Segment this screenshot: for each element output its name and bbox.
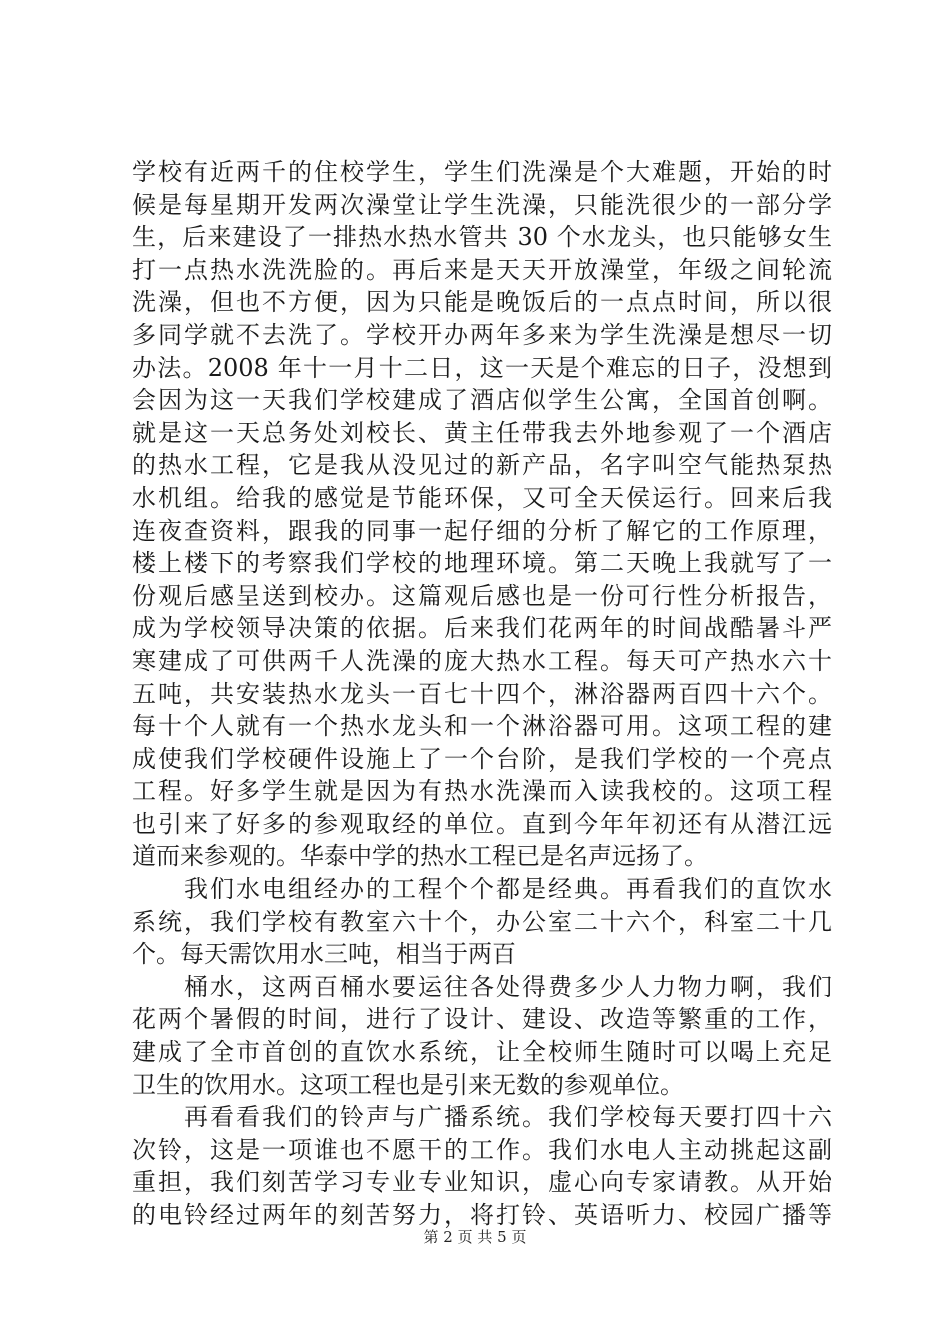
text-line: 桶水，这两百桶水要运往各处得费多少人力物力啊，我们: [132, 972, 832, 1001]
text-line: 多同学就不去洗了。学校开办两年多来为学生洗澡是想尽一切: [132, 320, 832, 349]
text-line: 道而来参观的。华泰中学的热水工程已是名声远扬了。: [132, 842, 708, 871]
text-line: 五吨，共安装热水龙头一百七十四个，淋浴器两百四十六个。: [132, 679, 832, 708]
text-line: 成使我们学校硬件设施上了一个台阶，是我们学校的一个亮点: [132, 744, 832, 773]
page-footer: [0, 1226, 950, 1247]
text-line: 办法。2008 年十一月十二日，这一天是个难忘的日子，没想到: [132, 353, 832, 382]
text-line: 成为学校领导决策的依据。后来我们花两年的时间战酷暑斗严: [132, 614, 832, 643]
text-line: 每十个人就有一个热水龙头和一个淋浴器可用。这项工程的建: [132, 712, 832, 741]
text-line: 连夜查资料，跟我的同事一起仔细的分析了解它的工作原理，: [132, 516, 832, 545]
text-line: 候是每星期开发两次澡堂让学生洗澡，只能洗很少的一部分学: [132, 190, 832, 219]
text-line: 洗澡，但也不方便，因为只能是晚饭后的一点点时间，所以很: [132, 288, 832, 317]
page-number-label: 第 2 页 共 5 页: [423, 1228, 527, 1246]
text-line: 份观后感呈送到校办。这篇观后感也是一份可行性分析报告，: [132, 581, 832, 610]
text-line: 工程。好多学生就是因为有热水洗澡而入读我校的。这项工程: [132, 777, 832, 806]
text-line: 再看看我们的铃声与广播系统。我们学校每天要打四十六: [132, 1103, 832, 1132]
text-line: 个。每天需饮用水三吨，相当于两百: [132, 940, 516, 969]
text-line: 生，后来建设了一排热水热水管共 30 个水龙头，也只能够女生: [132, 223, 832, 252]
text-line: 重担，我们刻苦学习专业专业知识，虚心向专家请教。从开始: [132, 1168, 832, 1197]
text-line: 我们水电组经办的工程个个都是经典。再看我们的直饮水: [132, 875, 832, 904]
text-line: 卫生的饮用水。这项工程也是引来无数的参观单位。: [132, 1070, 684, 1099]
text-line: 建成了全市首创的直饮水系统，让全校师生随时可以喝上充足: [132, 1038, 832, 1067]
text-line: 打一点热水洗洗脸的。再后来是天天开放澡堂，年级之间轮流: [132, 255, 832, 284]
text-line: 学校有近两千的住校学生，学生们洗澡是个大难题，开始的时: [132, 158, 832, 186]
text-line: 次铃，这是一项谁也不愿干的工作。我们水电人主动挑起这副: [132, 1135, 832, 1164]
text-line: 的电铃经过两年的刻苦努力，将打铃、英语听力、校园广播等: [132, 1201, 832, 1229]
text-line: 的热水工程，它是我从没见过的新产品，名字叫空气能热泵热: [132, 451, 832, 480]
text-line: 会因为这一天我们学校建成了酒店似学生公寓，全国首创啊。: [132, 386, 832, 415]
text-line: 就是这一天总务处刘校长、黄主任带我去外地参观了一个酒店: [132, 418, 832, 447]
text-line: 水机组。给我的感觉是节能环保，又可全天侯运行。回来后我: [132, 483, 832, 512]
text-line: 楼上楼下的考察我们学校的地理环境。第二天晚上我就写了一: [132, 549, 832, 578]
body-text: [132, 156, 832, 1232]
text-line: 系统，我们学校有教室六十个，办公室二十六个，科室二十几: [132, 907, 832, 936]
text-line: 寒建成了可供两千人洗澡的庞大热水工程。每天可产热水六十: [132, 646, 832, 675]
text-line: 也引来了好多的参观取经的单位。直到今年年初还有从潜江远: [132, 809, 832, 838]
text-line: 花两个暑假的时间，进行了设计、建设、改造等繁重的工作，: [132, 1005, 832, 1034]
